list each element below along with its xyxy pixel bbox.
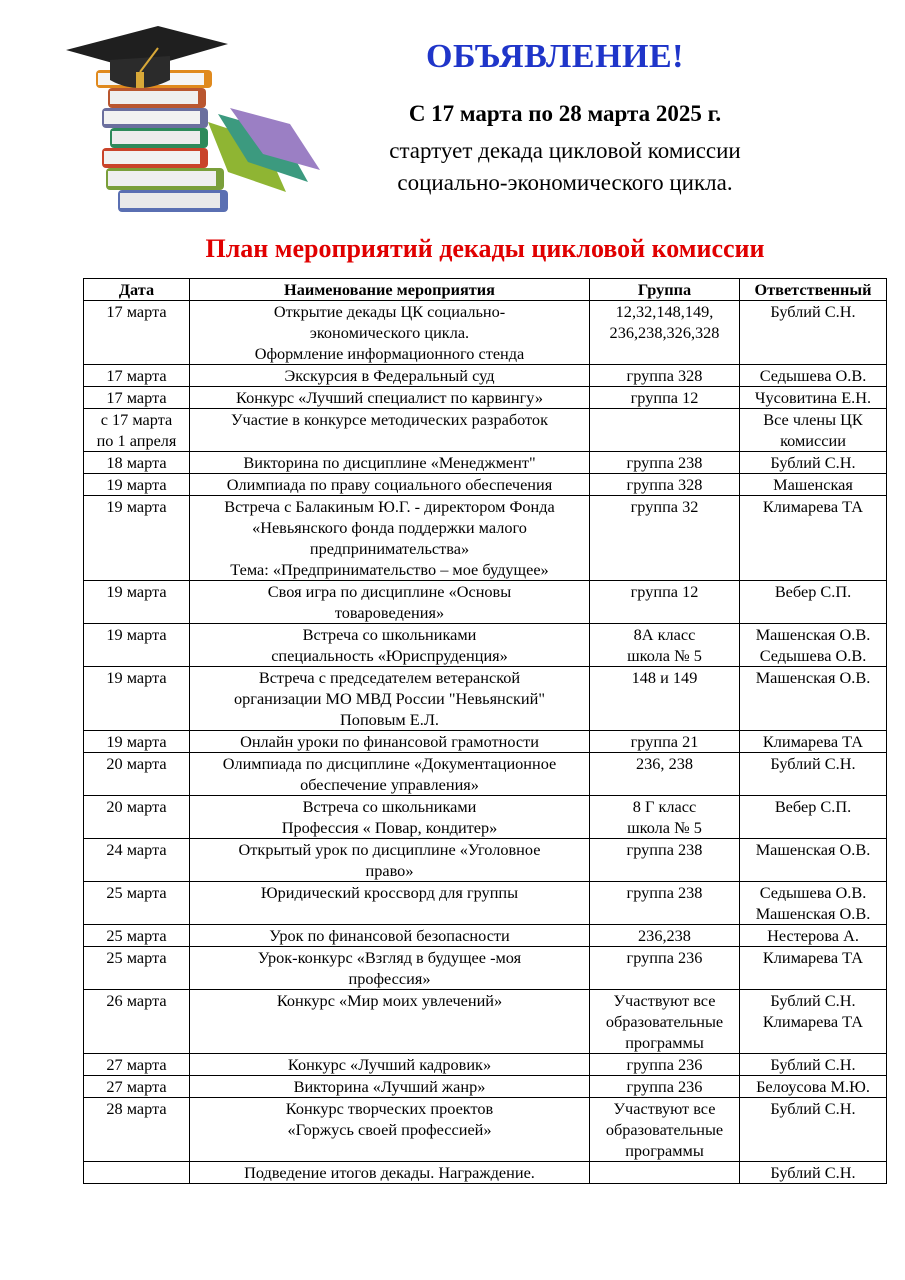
event-name-cell-line: Встреча со школьниками <box>302 797 477 816</box>
group-cell <box>590 1098 740 1162</box>
responsible-cell-line: Бублий С.Н. <box>770 754 856 773</box>
responsible-cell-line: Машенская О.В. <box>755 840 871 859</box>
event-name-cell-line: Участие в конкурсе методических разработок <box>231 410 548 429</box>
responsible-cell <box>740 1076 887 1098</box>
event-name-cell-line: специальность «Юриспруденция» <box>271 646 508 665</box>
column-header-event: Наименование мероприятия <box>190 279 590 301</box>
group-cell <box>590 1162 740 1184</box>
group-cell <box>590 925 740 947</box>
responsible-cell-line: Седышева О.В. <box>759 883 867 902</box>
event-name-cell-line: «Невьянского фонда поддержки малого <box>252 518 527 537</box>
event-name-cell <box>190 474 590 496</box>
group-cell-line: программы <box>625 1141 704 1160</box>
event-name-cell-line: обеспечение управления» <box>300 775 479 794</box>
responsible-cell <box>740 1098 887 1162</box>
group-cell-line: школа № 5 <box>627 818 702 837</box>
date-cell-line: 18 марта <box>106 453 167 472</box>
table-row <box>84 925 887 947</box>
event-name-cell <box>190 452 590 474</box>
event-name-cell-line: Урок по финансовой безопасности <box>269 926 510 945</box>
announcement-headline: ОБЪЯВЛЕНИЕ! <box>426 38 684 75</box>
table-row <box>84 839 887 882</box>
event-name-cell-line: организации МО МВД России "Невьянский" <box>234 689 545 708</box>
responsible-cell-line: Белоусова М.Ю. <box>756 1077 870 1096</box>
date-cell-line: 25 марта <box>106 948 167 967</box>
event-name-cell-line: Профессия « Повар, кондитер» <box>281 818 498 837</box>
event-name-cell-line: право» <box>365 861 414 880</box>
date-cell-line: 25 марта <box>106 926 167 945</box>
date-cell-line: 25 марта <box>106 883 167 902</box>
responsible-cell-line: Бублий С.Н. <box>770 302 856 321</box>
date-cell <box>84 496 190 581</box>
date-cell <box>84 1162 190 1184</box>
group-cell-line: группа 236 <box>626 1055 703 1074</box>
date-cell <box>84 990 190 1054</box>
table-row <box>84 387 887 409</box>
group-cell-line: 8А класс <box>633 625 696 644</box>
group-cell <box>590 947 740 990</box>
group-cell-line: группа 236 <box>626 1077 703 1096</box>
table-row <box>84 731 887 753</box>
date-cell-line: 19 марта <box>106 668 167 687</box>
date-cell <box>84 925 190 947</box>
event-name-cell-line: Встреча с председателем ветеранской <box>258 668 521 687</box>
event-name-cell <box>190 1162 590 1184</box>
responsible-cell-line: Климарева ТА <box>762 1012 864 1031</box>
event-name-cell-line: Олимпиада по дисциплине «Документационное <box>222 754 557 773</box>
column-header-responsible: Ответственный <box>740 279 887 301</box>
date-cell-line: 19 марта <box>106 625 167 644</box>
intro-text <box>300 135 830 199</box>
group-cell-line: группа 238 <box>626 883 703 902</box>
event-name-cell <box>190 496 590 581</box>
table-row <box>84 581 887 624</box>
table-row <box>84 990 887 1054</box>
responsible-cell-line: Вебер С.П. <box>774 582 852 601</box>
responsible-cell <box>740 990 887 1054</box>
event-name-cell-line: Подведение итогов декады. Награждение. <box>244 1163 535 1182</box>
group-cell-line: 236, 238 <box>636 754 693 773</box>
event-name-cell-line: Конкурс «Мир моих увлечений» <box>276 991 503 1010</box>
date-cell <box>84 365 190 387</box>
group-cell <box>590 731 740 753</box>
event-name-cell-line: Конкурс «Лучший кадровик» <box>287 1055 492 1074</box>
event-name-cell-line: Урок-конкурс «Взгляд в будущее -моя <box>257 948 522 967</box>
responsible-cell-line: Бублий С.Н. <box>770 453 856 472</box>
event-name-cell <box>190 882 590 925</box>
responsible-cell-line: Нестерова А. <box>767 926 859 945</box>
responsible-cell <box>740 452 887 474</box>
group-cell <box>590 581 740 624</box>
date-cell <box>84 387 190 409</box>
date-cell-line: по 1 апреля <box>96 431 177 450</box>
date-cell <box>84 1054 190 1076</box>
group-cell <box>590 1054 740 1076</box>
group-cell <box>590 387 740 409</box>
date-cell <box>84 581 190 624</box>
group-cell-line: группа 21 <box>630 732 699 751</box>
responsible-cell <box>740 882 887 925</box>
event-name-cell-line: Юридический кроссворд для группы <box>260 883 519 902</box>
responsible-cell-line: Климарева ТА <box>762 948 864 967</box>
date-cell <box>84 753 190 796</box>
group-cell-line: группа 12 <box>630 388 699 407</box>
responsible-cell <box>740 496 887 581</box>
date-cell <box>84 796 190 839</box>
responsible-cell <box>740 753 887 796</box>
group-cell-line: группа 236 <box>626 948 703 967</box>
event-name-cell <box>190 731 590 753</box>
event-name-cell-line: Экскурсия в Федеральный суд <box>284 366 495 385</box>
responsible-cell <box>740 1054 887 1076</box>
event-name-cell <box>190 387 590 409</box>
table-row <box>84 1098 887 1162</box>
event-name-cell <box>190 301 590 365</box>
date-range: С 17 марта по 28 марта 2025 г. <box>408 101 722 126</box>
group-cell <box>590 1076 740 1098</box>
date-cell-line: 28 марта <box>106 1099 167 1118</box>
table-row <box>84 667 887 731</box>
group-cell-line: группа 328 <box>626 366 703 385</box>
date-cell-line: 27 марта <box>106 1055 167 1074</box>
date-cell-line: с 17 марта <box>100 410 173 429</box>
responsible-cell-line: Бублий С.Н. <box>770 1099 856 1118</box>
event-name-cell-line: Онлайн уроки по финансовой грамотности <box>240 732 539 751</box>
table-row <box>84 474 887 496</box>
responsible-cell-line: Седышева О.В. <box>759 366 867 385</box>
event-name-cell <box>190 581 590 624</box>
event-name-cell-line: «Горжусь своей профессией» <box>287 1120 492 1139</box>
responsible-cell <box>740 409 887 452</box>
date-cell-line: 20 марта <box>106 754 167 773</box>
group-cell <box>590 839 740 882</box>
responsible-cell <box>740 387 887 409</box>
event-name-cell-line: Своя игра по дисциплине «Основы <box>267 582 512 601</box>
group-cell <box>590 753 740 796</box>
date-cell-line: 17 марта <box>106 388 167 407</box>
group-cell <box>590 409 740 452</box>
group-cell <box>590 365 740 387</box>
date-cell <box>84 409 190 452</box>
responsible-cell <box>740 839 887 882</box>
table-row <box>84 496 887 581</box>
table-row <box>84 452 887 474</box>
table-row <box>84 1076 887 1098</box>
table-header-row <box>84 279 887 301</box>
responsible-cell-line: Машенская <box>773 475 853 494</box>
group-cell-line: 12,32,148,149, <box>615 302 714 321</box>
group-cell <box>590 474 740 496</box>
event-name-cell-line: Тема: «Предпринимательство – мое будущее» <box>230 560 549 579</box>
event-name-cell <box>190 925 590 947</box>
responsible-cell-line: Машенская О.В. <box>755 625 871 644</box>
table-row <box>84 365 887 387</box>
group-cell-line: Участвуют все <box>613 1099 716 1118</box>
event-name-cell <box>190 624 590 667</box>
events-table-body <box>84 301 887 1184</box>
responsible-cell-line: Бублий С.Н. <box>770 1055 856 1074</box>
responsible-cell-line: Чусовитина Е.Н. <box>754 388 872 407</box>
group-cell <box>590 301 740 365</box>
group-cell-line: программы <box>625 1033 704 1052</box>
event-name-cell-line: экономического цикла. <box>309 323 470 342</box>
event-name-cell-line: Олимпиада по праву социального обеспечения <box>226 475 553 494</box>
column-header-date: Дата <box>84 279 190 301</box>
responsible-cell-line: Седышева О.В. <box>759 646 867 665</box>
group-cell-line: группа 238 <box>626 840 703 859</box>
responsible-cell <box>740 581 887 624</box>
date-cell <box>84 474 190 496</box>
event-name-cell-line: Конкурс «Лучший специалист по карвингу» <box>236 388 543 407</box>
column-header-group: Группа <box>590 279 740 301</box>
event-name-cell-line: Конкурс творческих проектов <box>285 1099 494 1118</box>
responsible-cell <box>740 301 887 365</box>
event-name-cell-line: Встреча с Балакиным Ю.Г. - директором Фонда <box>224 497 555 516</box>
event-name-cell-line: Поповым Е.Л. <box>340 710 439 729</box>
responsible-cell-line: Климарева ТА <box>762 497 864 516</box>
group-cell <box>590 796 740 839</box>
event-name-cell-line: Открытие декады ЦК социально- <box>273 302 506 321</box>
responsible-cell-line: комиссии <box>780 431 846 450</box>
group-cell <box>590 667 740 731</box>
event-name-cell <box>190 990 590 1054</box>
group-cell-line: группа 32 <box>630 497 699 516</box>
event-name-cell-line: Оформление информационного стенда <box>254 344 525 363</box>
intro-line: стартует декада цикловой комиссии <box>389 138 741 163</box>
date-cell-line: 27 марта <box>106 1077 167 1096</box>
event-name-cell-line: предпринимательства» <box>309 539 470 558</box>
responsible-cell <box>740 667 887 731</box>
table-row <box>84 947 887 990</box>
event-name-cell-line: Викторина «Лучший жанр» <box>293 1077 486 1096</box>
event-name-cell <box>190 409 590 452</box>
group-cell-line: Участвуют все <box>613 991 716 1010</box>
events-table <box>83 278 887 1184</box>
group-cell <box>590 624 740 667</box>
table-row <box>84 796 887 839</box>
responsible-cell-line: Бублий С.Н. <box>770 991 856 1010</box>
table-row <box>84 1162 887 1184</box>
event-name-cell-line: Открытый урок по дисциплине «Уголовное <box>238 840 541 859</box>
table-row <box>84 1054 887 1076</box>
responsible-cell <box>740 925 887 947</box>
group-cell-line: 8 Г класс <box>632 797 697 816</box>
date-cell <box>84 624 190 667</box>
date-cell-line: 19 марта <box>106 475 167 494</box>
date-cell <box>84 301 190 365</box>
date-cell <box>84 731 190 753</box>
responsible-cell <box>740 624 887 667</box>
date-cell <box>84 839 190 882</box>
table-row <box>84 624 887 667</box>
plan-title: План мероприятий декады цикловой комиссии <box>205 234 765 263</box>
date-cell <box>84 452 190 474</box>
date-cell-line: 19 марта <box>106 582 167 601</box>
date-cell <box>84 667 190 731</box>
event-name-cell <box>190 1098 590 1162</box>
responsible-cell <box>740 796 887 839</box>
table-row <box>84 882 887 925</box>
event-name-cell <box>190 365 590 387</box>
responsible-cell <box>740 365 887 387</box>
group-cell-line: группа 238 <box>626 453 703 472</box>
responsible-cell <box>740 947 887 990</box>
group-cell <box>590 990 740 1054</box>
group-cell-line: группа 328 <box>626 475 703 494</box>
responsible-cell <box>740 1162 887 1184</box>
date-cell-line: 19 марта <box>106 497 167 516</box>
date-cell <box>84 1076 190 1098</box>
date-cell <box>84 1098 190 1162</box>
event-name-cell-line: товароведения» <box>334 603 445 622</box>
group-cell-line: группа 12 <box>630 582 699 601</box>
table-row <box>84 301 887 365</box>
responsible-cell-line: Вебер С.П. <box>774 797 852 816</box>
event-name-cell-line: Викторина по дисциплине «Менеджмент" <box>243 453 536 472</box>
date-cell <box>84 947 190 990</box>
event-name-cell <box>190 947 590 990</box>
table-row <box>84 409 887 452</box>
group-cell-line: образовательные <box>605 1012 724 1031</box>
event-name-cell <box>190 1076 590 1098</box>
intro-line: социально-экономического цикла. <box>397 170 733 195</box>
responsible-cell <box>740 731 887 753</box>
group-cell-line: образовательные <box>605 1120 724 1139</box>
date-cell-line: 20 марта <box>106 797 167 816</box>
group-cell-line: школа № 5 <box>627 646 702 665</box>
event-name-cell <box>190 753 590 796</box>
date-cell-line: 17 марта <box>106 302 167 321</box>
event-name-cell <box>190 839 590 882</box>
date-cell-line: 19 марта <box>106 732 167 751</box>
group-cell <box>590 882 740 925</box>
books-graduation-cap-illustration <box>58 22 328 222</box>
responsible-cell <box>740 474 887 496</box>
event-name-cell <box>190 667 590 731</box>
date-cell-line: 24 марта <box>106 840 167 859</box>
group-cell-line: 236,238,326,328 <box>609 323 720 342</box>
event-name-cell <box>190 796 590 839</box>
date-cell-line: 17 марта <box>106 366 167 385</box>
group-cell <box>590 452 740 474</box>
responsible-cell-line: Бублий С.Н. <box>770 1163 856 1182</box>
responsible-cell-line: Все члены ЦК <box>763 410 863 429</box>
event-name-cell-line: профессия» <box>348 969 431 988</box>
group-cell <box>590 496 740 581</box>
group-cell-line: 236,238 <box>638 926 691 945</box>
responsible-cell-line: Машенская О.В. <box>755 904 871 923</box>
event-name-cell <box>190 1054 590 1076</box>
event-name-cell-line: Встреча со школьниками <box>302 625 477 644</box>
responsible-cell-line: Машенская О.В. <box>755 668 871 687</box>
table-row <box>84 753 887 796</box>
date-cell-line: 26 марта <box>106 991 167 1010</box>
responsible-cell-line: Климарева ТА <box>762 732 864 751</box>
date-cell <box>84 882 190 925</box>
group-cell-line: 148 и 149 <box>631 668 698 687</box>
